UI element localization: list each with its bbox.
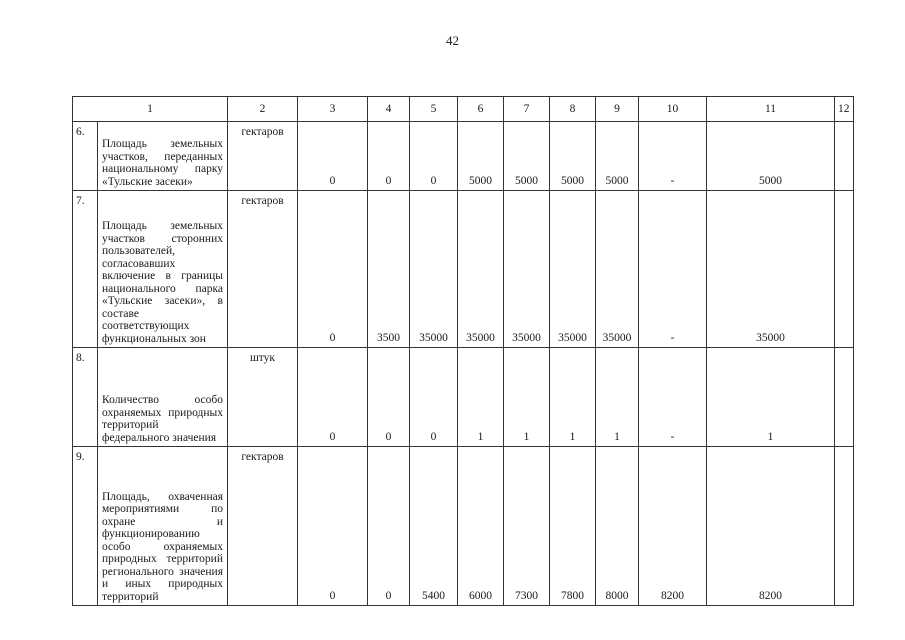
value-cell: 7800 — [550, 447, 596, 606]
value-cell: 0 — [298, 348, 368, 447]
value-cell: 1 — [504, 348, 550, 447]
value-cell: 5000 — [707, 122, 835, 191]
header-cell: 1 — [73, 97, 228, 122]
row-number: 7. — [73, 191, 98, 348]
value-cell: 35000 — [596, 191, 639, 348]
value-cell: 1 — [550, 348, 596, 447]
row-number: 6. — [73, 122, 98, 191]
value-cell: 6000 — [458, 447, 504, 606]
value-cell: 5400 — [410, 447, 458, 606]
row-number: 9. — [73, 447, 98, 606]
header-cell: 7 — [504, 97, 550, 122]
table-row — [73, 191, 854, 348]
indicator-name: Площадь земельных участков, переданных национальному парку «Тульские засеки» — [98, 122, 228, 191]
value-cell: 3500 — [368, 191, 410, 348]
table-row — [73, 447, 854, 606]
indicator-name: Количество особо охраняемых природных территорий федерального значения — [98, 348, 228, 447]
page-number: 42 — [446, 33, 459, 48]
value-cell: - — [639, 348, 707, 447]
unit-cell: гектаров — [228, 122, 298, 191]
header-cell: 2 — [228, 97, 298, 122]
value-cell: 35000 — [707, 191, 835, 348]
indicators-table — [72, 96, 854, 606]
header-cell: 10 — [639, 97, 707, 122]
value-cell: 0 — [410, 122, 458, 191]
value-cell: 1 — [707, 348, 835, 447]
value-cell: 0 — [410, 348, 458, 447]
value-cell: 8200 — [639, 447, 707, 606]
notes-cell — [835, 447, 854, 606]
value-cell: 35000 — [504, 191, 550, 348]
table-row — [73, 122, 854, 191]
header-cell: 9 — [596, 97, 639, 122]
table-row — [73, 348, 854, 447]
value-cell: 0 — [368, 447, 410, 606]
notes-cell — [835, 122, 854, 191]
header-cell: 8 — [550, 97, 596, 122]
indicator-name: Площадь, охваченная мероприятиями по охране и функционированию особо охраняемых природных территорий регионального значения и иных природных территорий — [98, 447, 228, 606]
value-cell: 1 — [596, 348, 639, 447]
value-cell: 8200 — [707, 447, 835, 606]
header-cell: 3 — [298, 97, 368, 122]
header-cell: 4 — [368, 97, 410, 122]
indicator-name: Площадь земельных участков сторонних пользователей, согласовавших включение в границы национального парка «Тульские засеки», в составе соответствующих функциональных зон — [98, 191, 228, 348]
notes-cell — [835, 348, 854, 447]
header-cell: 5 — [410, 97, 458, 122]
value-cell: - — [639, 191, 707, 348]
header-cell: 12 — [835, 97, 854, 122]
value-cell: 0 — [368, 122, 410, 191]
value-cell: 5000 — [550, 122, 596, 191]
unit-cell: штук — [228, 348, 298, 447]
value-cell: 5000 — [596, 122, 639, 191]
header-cell: 6 — [458, 97, 504, 122]
table-header-row — [73, 97, 854, 122]
notes-cell — [835, 191, 854, 348]
value-cell: 35000 — [458, 191, 504, 348]
value-cell: - — [639, 122, 707, 191]
value-cell: 0 — [368, 348, 410, 447]
value-cell: 0 — [298, 122, 368, 191]
unit-cell: гектаров — [228, 191, 298, 348]
value-cell: 35000 — [550, 191, 596, 348]
value-cell: 5000 — [504, 122, 550, 191]
unit-cell: гектаров — [228, 447, 298, 606]
value-cell: 7300 — [504, 447, 550, 606]
value-cell: 35000 — [410, 191, 458, 348]
header-cell: 11 — [707, 97, 835, 122]
value-cell: 1 — [458, 348, 504, 447]
value-cell: 5000 — [458, 122, 504, 191]
row-number: 8. — [73, 348, 98, 447]
value-cell: 0 — [298, 191, 368, 348]
value-cell: 8000 — [596, 447, 639, 606]
value-cell: 0 — [298, 447, 368, 606]
